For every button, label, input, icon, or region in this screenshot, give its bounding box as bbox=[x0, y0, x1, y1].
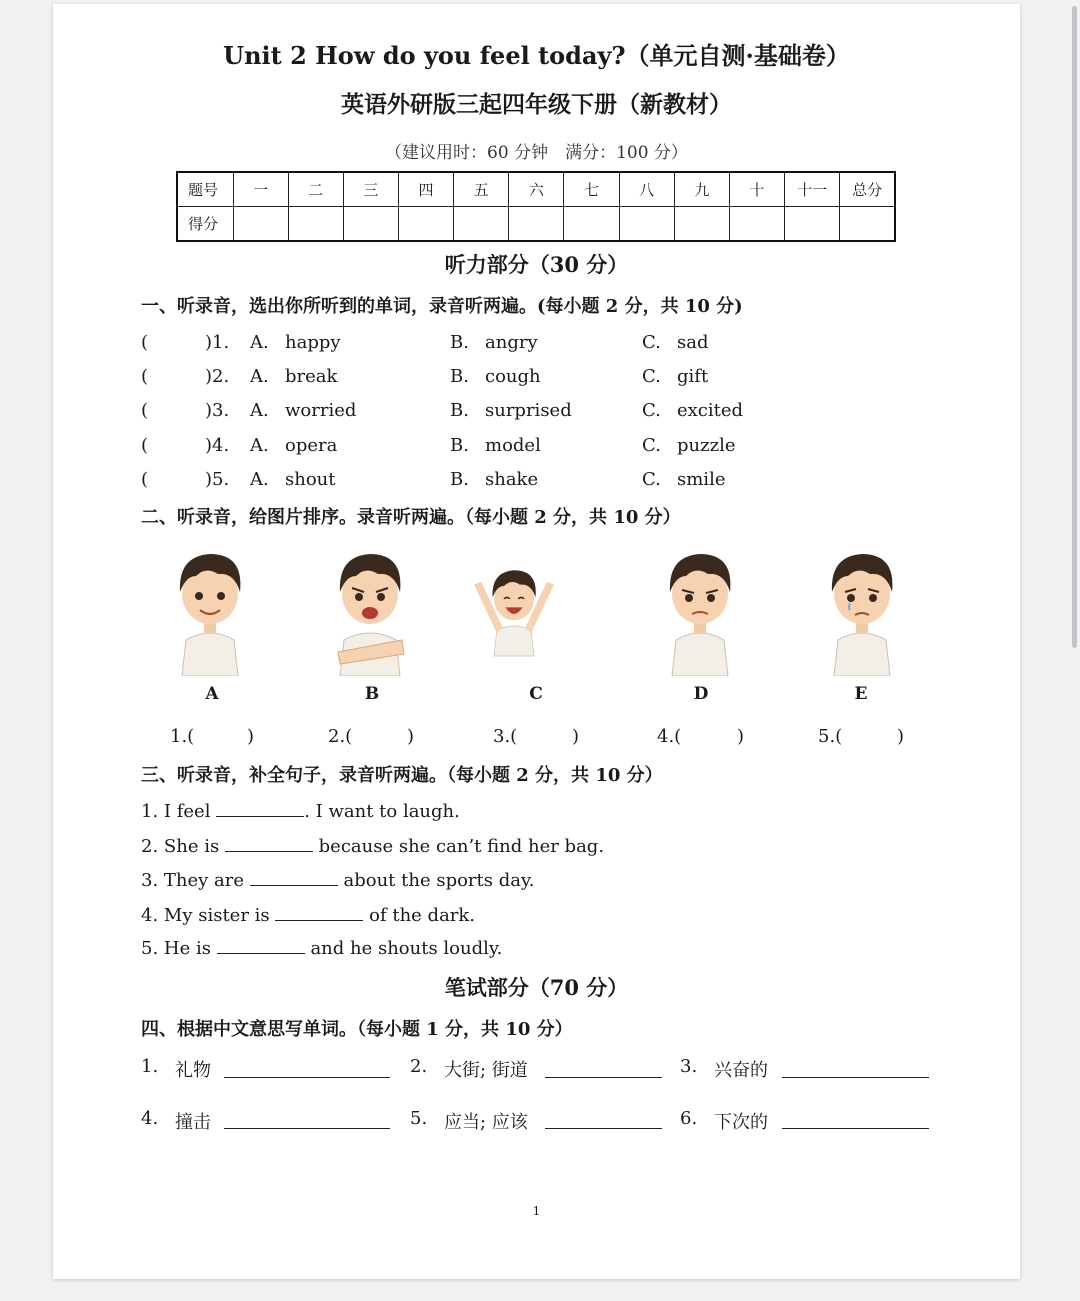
fill-sentence bbox=[141, 904, 475, 926]
score-table bbox=[176, 171, 896, 242]
chinese-word: 撞击 bbox=[175, 1112, 211, 1133]
sentence-start: 3. They are bbox=[141, 870, 245, 891]
score-table-cell: 得分 bbox=[177, 207, 233, 242]
order-answer-number: 2.( bbox=[328, 726, 353, 747]
option-c: smile bbox=[677, 469, 726, 490]
close-paren: ) bbox=[407, 726, 415, 747]
answer-blank[interactable] bbox=[782, 1061, 929, 1078]
score-table-cell: 十一 bbox=[785, 172, 840, 207]
document-subtitle: 英语外研版三起四年级下册（新教材） bbox=[341, 91, 732, 118]
open-paren: ( bbox=[141, 435, 149, 456]
score-table-cell: 一 bbox=[233, 172, 288, 207]
score-input-cell bbox=[398, 207, 453, 242]
option-b: angry bbox=[485, 332, 538, 353]
order-answer-number: 3.( bbox=[493, 726, 518, 747]
option-a: worried bbox=[285, 400, 357, 421]
answer-blank[interactable] bbox=[224, 1112, 390, 1129]
picture-label: E bbox=[854, 684, 868, 704]
option-label: B. bbox=[450, 400, 469, 421]
chinese-word: 礼物 bbox=[175, 1060, 211, 1081]
close-paren: ) bbox=[572, 726, 580, 747]
score-table-cell: 九 bbox=[674, 172, 729, 207]
open-paren: ( bbox=[141, 366, 149, 387]
option-label: A. bbox=[250, 435, 269, 456]
question-number: )1. bbox=[205, 332, 230, 353]
chinese-word: 兴奋的 bbox=[714, 1060, 768, 1081]
option-label: B. bbox=[450, 366, 469, 387]
question-number: )5. bbox=[205, 469, 230, 490]
option-b: shake bbox=[485, 469, 539, 490]
option-a: opera bbox=[285, 435, 338, 456]
document-page bbox=[53, 4, 1020, 1279]
option-label: A. bbox=[250, 366, 269, 387]
question-number: )4. bbox=[205, 435, 230, 456]
sad-boy-image bbox=[812, 536, 912, 676]
part4-heading: 四、根据中文意思写单词。（每小题 1 分，共 10 分） bbox=[141, 1019, 573, 1040]
chinese-word: 下次的 bbox=[714, 1112, 768, 1133]
time-note: （建议用时：60 分钟 满分：100 分） bbox=[385, 143, 688, 163]
option-label: B. bbox=[450, 435, 469, 456]
part3-heading: 三、听录音，补全句子，录音听两遍。（每小题 2 分，共 10 分） bbox=[141, 765, 663, 786]
item-number: 6. bbox=[680, 1108, 698, 1129]
sentence-end: about the sports day. bbox=[343, 870, 535, 891]
close-paren: ) bbox=[737, 726, 745, 747]
option-c: puzzle bbox=[677, 435, 736, 456]
option-label: A. bbox=[250, 400, 269, 421]
score-table-header-row bbox=[177, 172, 895, 207]
option-a: happy bbox=[285, 332, 341, 353]
fill-sentence bbox=[141, 937, 502, 959]
score-table-cell: 三 bbox=[343, 172, 398, 207]
answer-blank[interactable] bbox=[545, 1061, 662, 1078]
sentence-start: 5. He is bbox=[141, 938, 211, 959]
picture-label: A bbox=[205, 684, 219, 704]
option-label: C. bbox=[642, 435, 661, 456]
item-number: 5. bbox=[410, 1108, 428, 1129]
option-label: C. bbox=[642, 469, 661, 490]
fill-sentence bbox=[141, 835, 604, 857]
option-c: gift bbox=[677, 366, 709, 387]
sentence-end: because she can’t find her bag. bbox=[318, 836, 605, 857]
score-table-cell: 四 bbox=[398, 172, 453, 207]
listening-section-title: 听力部分（30 分） bbox=[444, 252, 629, 277]
option-label: A. bbox=[250, 332, 269, 353]
score-table-cell: 二 bbox=[288, 172, 343, 207]
score-input-cell bbox=[564, 207, 619, 242]
angry-boy-image bbox=[320, 536, 420, 676]
answer-blank[interactable] bbox=[225, 835, 313, 852]
sentence-start: 4. My sister is bbox=[141, 905, 270, 926]
answer-blank[interactable] bbox=[275, 904, 363, 921]
happy-boy-image bbox=[160, 536, 260, 676]
order-answer-number: 4.( bbox=[657, 726, 682, 747]
option-b: surprised bbox=[485, 400, 572, 421]
score-table-cell: 八 bbox=[619, 172, 674, 207]
option-b: cough bbox=[485, 366, 541, 387]
score-table-cell: 十 bbox=[729, 172, 784, 207]
item-number: 2. bbox=[410, 1056, 428, 1077]
score-input-cell bbox=[343, 207, 398, 242]
order-answer-number: 1.( bbox=[170, 726, 195, 747]
option-c: excited bbox=[677, 400, 744, 421]
answer-blank[interactable] bbox=[250, 869, 338, 886]
sentence-start: 2. She is bbox=[141, 836, 220, 857]
picture-label: D bbox=[693, 684, 709, 704]
answer-blank[interactable] bbox=[545, 1112, 662, 1129]
option-label: C. bbox=[642, 400, 661, 421]
excited-boy-image bbox=[464, 536, 564, 676]
order-answer-number: 5.( bbox=[818, 726, 843, 747]
item-number: 1. bbox=[141, 1056, 159, 1077]
sentence-end: . I want to laugh. bbox=[304, 801, 460, 822]
answer-blank[interactable] bbox=[216, 800, 304, 817]
chinese-word: 大街; 街道 bbox=[444, 1060, 528, 1081]
fill-sentence bbox=[141, 869, 535, 891]
score-table-score-row bbox=[177, 207, 895, 242]
score-input-cell bbox=[674, 207, 729, 242]
score-input-cell bbox=[288, 207, 343, 242]
sentence-start: 1. I feel bbox=[141, 801, 211, 822]
score-input-cell bbox=[785, 207, 840, 242]
score-table-cell: 七 bbox=[564, 172, 619, 207]
part1-heading: 一、听录音，选出你所听到的单词，录音听两遍。(每小题 2 分，共 10 分) bbox=[141, 296, 743, 317]
close-paren: ) bbox=[247, 726, 255, 747]
open-paren: ( bbox=[141, 332, 149, 353]
question-number: )2. bbox=[205, 366, 230, 387]
option-label: C. bbox=[642, 366, 661, 387]
question-number: )3. bbox=[205, 400, 230, 421]
item-number: 3. bbox=[680, 1056, 698, 1077]
part2-heading: 二、听录音，给图片排序。录音听两遍。（每小题 2 分，共 10 分） bbox=[141, 507, 681, 528]
page-number: 1 bbox=[532, 1204, 541, 1218]
score-input-cell bbox=[233, 207, 288, 242]
picture-label: B bbox=[364, 684, 380, 704]
option-label: B. bbox=[450, 332, 469, 353]
option-label: C. bbox=[642, 332, 661, 353]
document-title: Unit 2 How do you feel today?（单元自测·基础卷） bbox=[223, 41, 850, 70]
score-input-cell bbox=[454, 207, 509, 242]
item-number: 4. bbox=[141, 1108, 159, 1129]
option-a: break bbox=[285, 366, 338, 387]
vertical-scrollbar[interactable] bbox=[1072, 6, 1077, 648]
close-paren: ) bbox=[897, 726, 905, 747]
option-b: model bbox=[485, 435, 541, 456]
chinese-word: 应当; 应该 bbox=[444, 1112, 528, 1133]
option-a: shout bbox=[285, 469, 336, 490]
writing-section-title: 笔试部分（70 分） bbox=[444, 975, 629, 1000]
open-paren: ( bbox=[141, 469, 149, 490]
option-label: B. bbox=[450, 469, 469, 490]
open-paren: ( bbox=[141, 400, 149, 421]
answer-blank[interactable] bbox=[224, 1061, 390, 1078]
fill-sentence bbox=[141, 800, 460, 822]
score-table-cell: 五 bbox=[454, 172, 509, 207]
answer-blank[interactable] bbox=[217, 937, 305, 954]
score-input-cell bbox=[729, 207, 784, 242]
score-table-cell: 题号 bbox=[177, 172, 233, 207]
option-c: sad bbox=[677, 332, 709, 353]
picture-label: C bbox=[529, 684, 543, 704]
score-table-cell: 六 bbox=[509, 172, 564, 207]
answer-blank[interactable] bbox=[782, 1112, 929, 1129]
sentence-end: of the dark. bbox=[369, 905, 476, 926]
score-input-cell bbox=[840, 207, 895, 242]
option-label: A. bbox=[250, 469, 269, 490]
score-input-cell bbox=[509, 207, 564, 242]
sentence-end: and he shouts loudly. bbox=[310, 938, 503, 959]
worried-boy-image bbox=[650, 536, 750, 676]
score-input-cell bbox=[619, 207, 674, 242]
score-table-cell: 总分 bbox=[840, 172, 895, 207]
